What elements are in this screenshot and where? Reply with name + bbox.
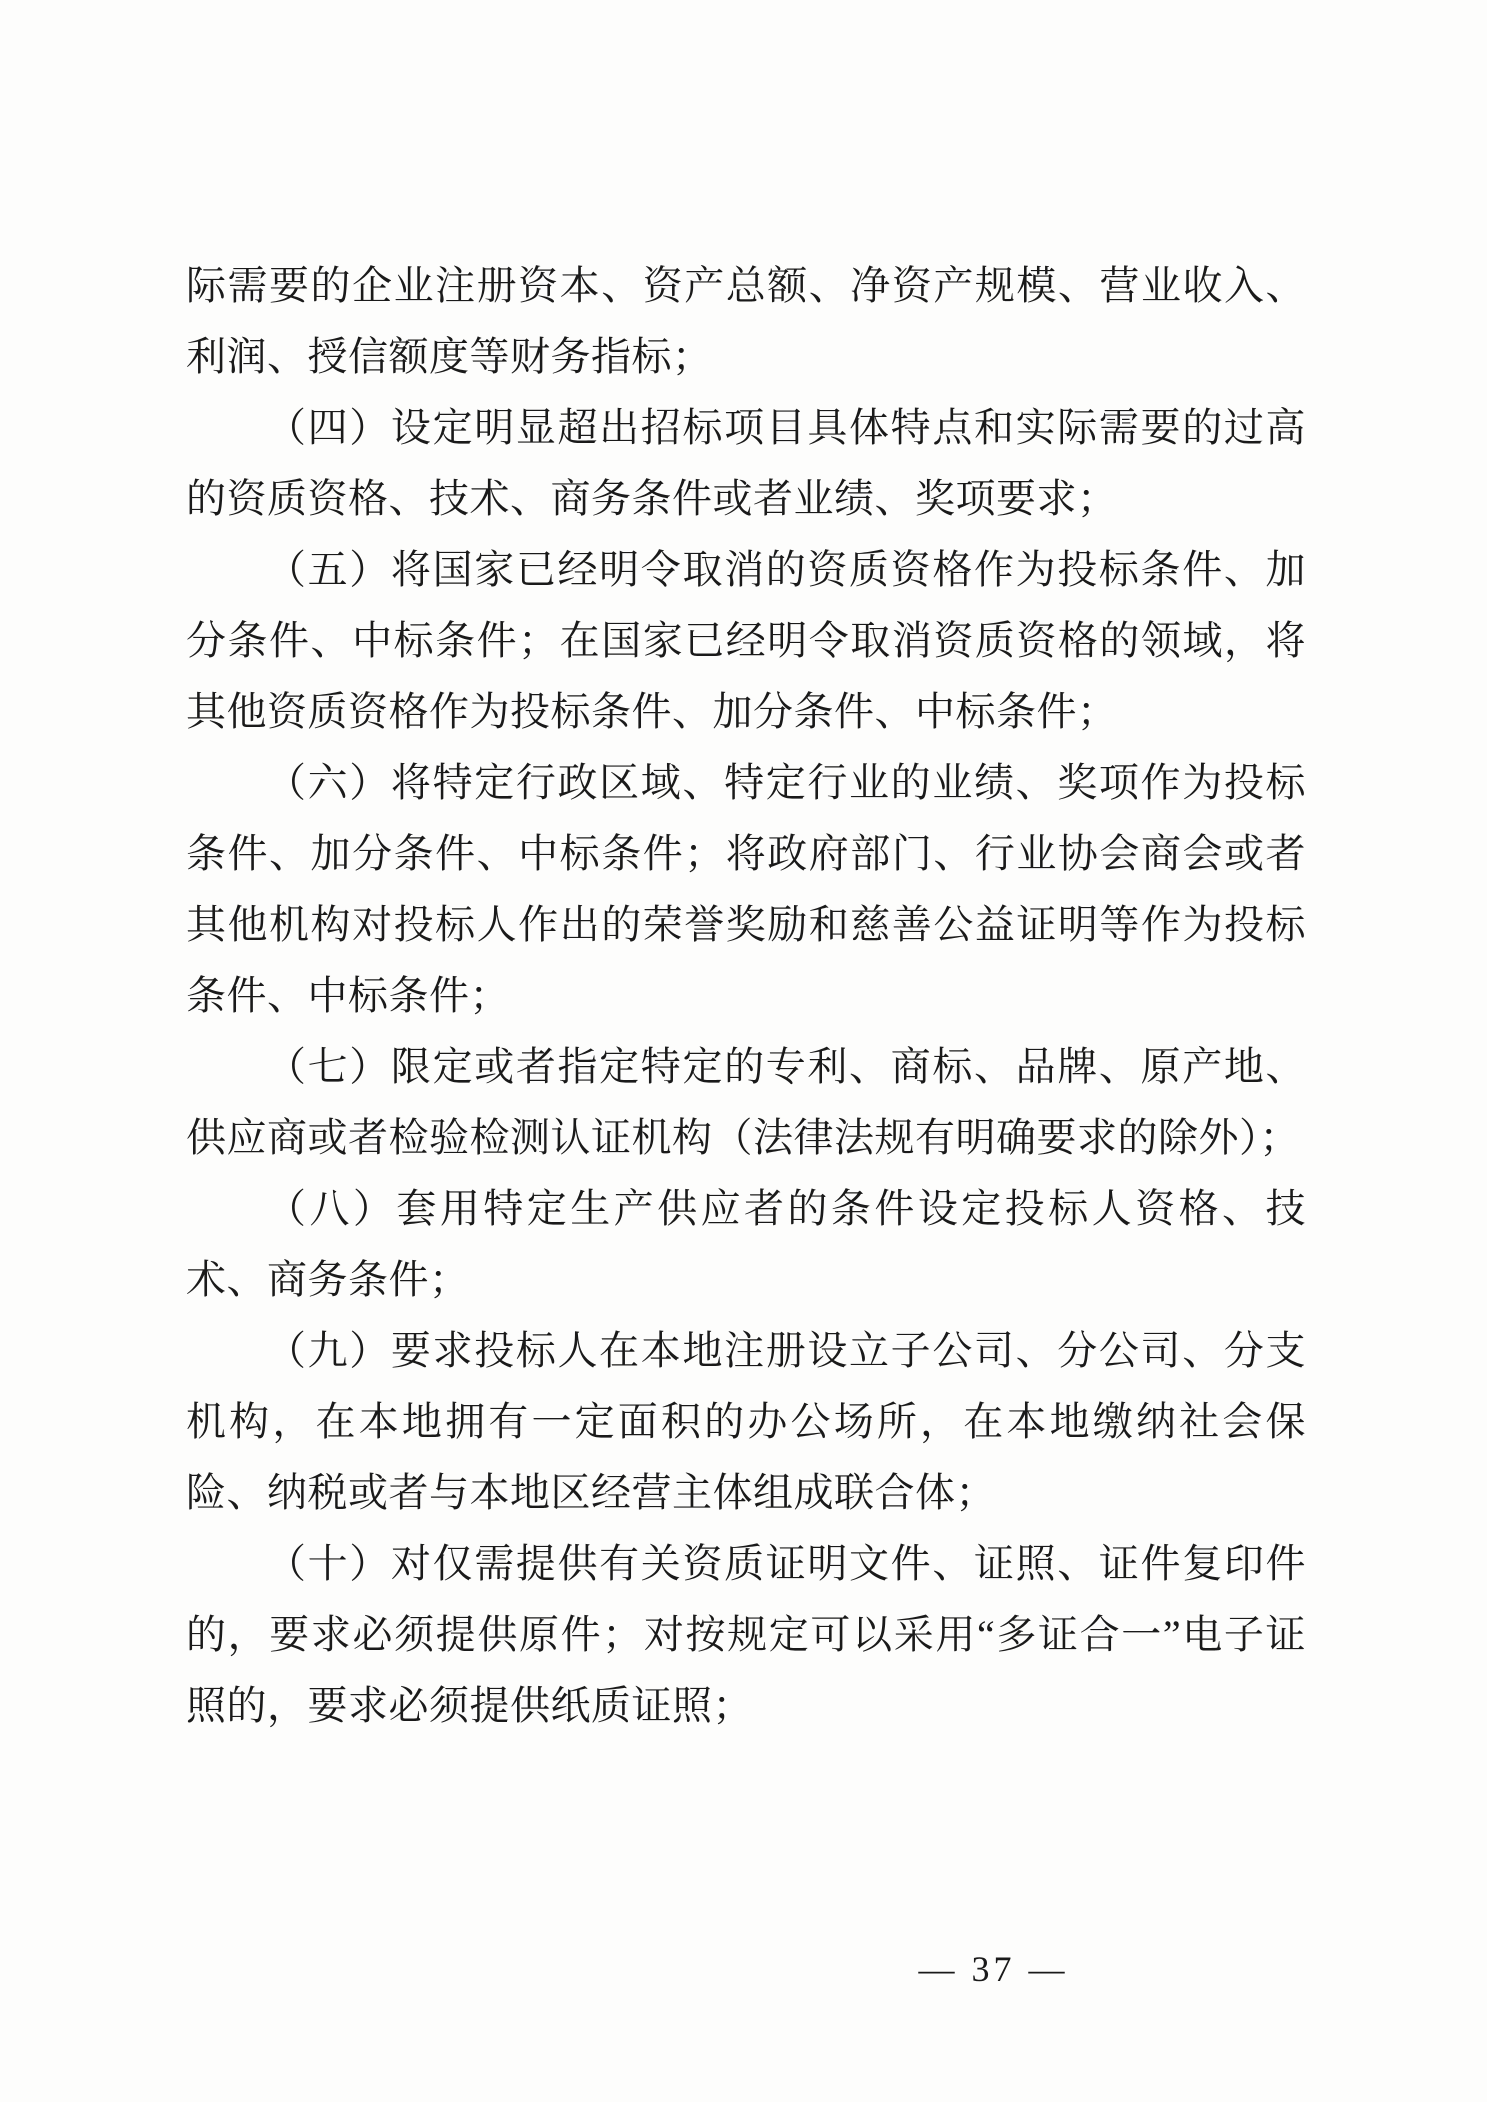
- paragraph-item-7: （七）限定或者指定特定的专利、商标、品牌、原产地、供应商或者检验检测认证机构（法律法规有明确要求的除外）；: [186, 1044, 1306, 1160]
- page-body: [186, 250, 1306, 1741]
- paragraph-item-5: （五）将国家已经明令取消的资质资格作为投标条件、加分条件、中标条件；在国家已经明令取消资质资格的领域，将其他资质资格作为投标条件、加分条件、中标条件；: [186, 547, 1306, 734]
- page-number: — 37 —: [918, 1949, 1069, 1989]
- paragraph-item-9: （九）要求投标人在本地注册设立子公司、分公司、分支机构，在本地拥有一定面积的办公场所，在本地缴纳社会保险、纳税或者与本地区经营主体组成联合体；: [186, 1328, 1306, 1515]
- page-footer: [0, 1948, 1487, 1990]
- paragraph-item-4: （四）设定明显超出招标项目具体特点和实际需要的过高的资质资格、技术、商务条件或者业绩、奖项要求；: [186, 405, 1306, 521]
- paragraph-item-8: （八）套用特定生产供应者的条件设定投标人资格、技术、商务条件；: [186, 1186, 1306, 1302]
- paragraph-item-6: （六）将特定行政区域、特定行业的业绩、奖项作为投标条件、加分条件、中标条件；将政府部门、行业协会商会或者其他机构对投标人作出的荣誉奖励和慈善公益证明等作为投标条件、中标条件；: [186, 760, 1306, 1018]
- paragraph-item-10: （十）对仅需提供有关资质证明文件、证照、证件复印件的，要求必须提供原件；对按规定可以采用“多证合一”电子证照的，要求必须提供纸质证照；: [186, 1541, 1306, 1728]
- paragraph-continuation: 际需要的企业注册资本、资产总额、净资产规模、营业收入、利润、授信额度等财务指标；: [186, 263, 1306, 379]
